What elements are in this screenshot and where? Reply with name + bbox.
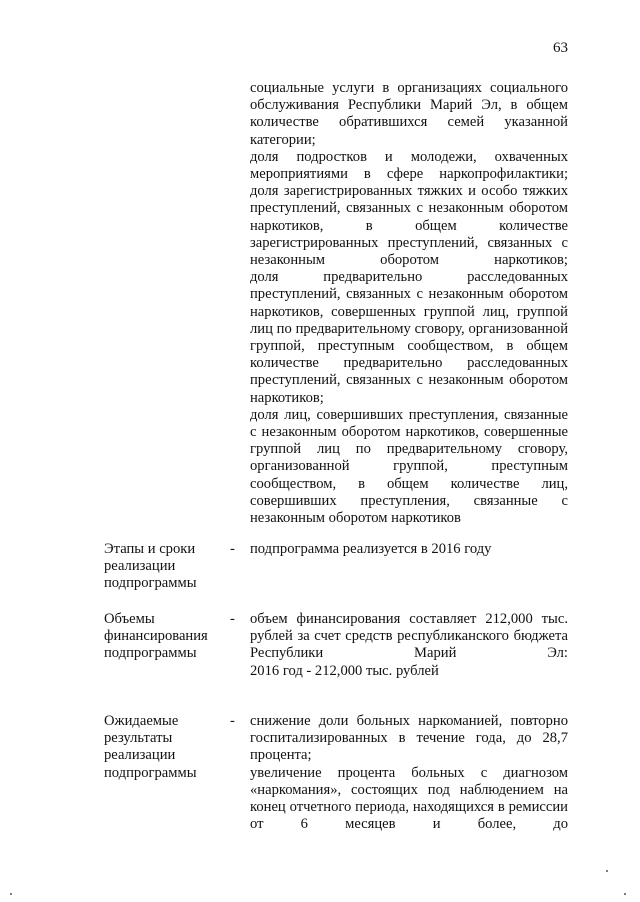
row-label: Объемы финансирования подпрограммы xyxy=(104,611,208,662)
paragraph: снижение доли больных наркоманией, повторно госпитализированных в течение года, до 28,7 процента; xyxy=(250,713,568,764)
paragraph: подпрограмма реализуется в 2016 году xyxy=(250,541,492,557)
row-content xyxy=(250,611,568,680)
scan-mark xyxy=(10,893,12,895)
scan-mark xyxy=(606,870,608,872)
paragraph: доля предварительно расследованных преступлений, связанных с незаконным оборотом наркотиков, совершенных группой лиц, группой лиц по предварительному сговору, организованной группой, преступным сообществом, в общем количестве предварительно расследованных преступлений, связанных с незаконным оборотом наркотиков; xyxy=(250,269,568,406)
paragraph: увеличение процента больных с диагнозом «наркомания», состоящих под наблюдением на конец отчетного периода, находящихся в ремиссии от 6 месяцев и более, до xyxy=(250,764,568,833)
indicators-continuation xyxy=(250,80,568,527)
paragraph: доля зарегистрированных тяжких и особо тяжких преступлений, связанных с незаконным оборотом наркотиков, в общем количестве зарегистрированных преступлений, связанных с незаконным оборотом наркотиков; xyxy=(250,183,568,269)
row-label: Этапы и сроки реализации подпрограммы xyxy=(104,541,197,592)
dash: - xyxy=(230,541,235,557)
paragraph: социальные услуги в организациях социального обслуживания Республики Марий Эл, в общем количестве обратившихся семей указанной категории; xyxy=(250,80,568,148)
row-content xyxy=(250,713,568,833)
row-content xyxy=(250,541,568,558)
dash: - xyxy=(230,611,235,627)
paragraph: доля подростков и молодежи, охваченных мероприятиями в сфере наркопрофилактики; xyxy=(250,148,568,183)
dash: - xyxy=(230,713,235,729)
paragraph: объем финансирования составляет 212,000 тыс. рублей за счет средств республиканского бюджета Республики Марий Эл: xyxy=(250,611,568,662)
paragraph: доля лиц, совершивших преступления, связанные с незаконным оборотом наркотиков, совершенные группой лиц по предварительному сговору, организованной группой, преступным сообществом, в общем количестве лиц, совершивших преступления, связанные с незаконным оборотом наркотиков xyxy=(250,406,568,527)
paragraph: 2016 год - 212,000 тыс. рублей xyxy=(250,662,439,679)
page-number: 63 xyxy=(553,40,568,56)
row-label: Ожидаемые результаты реализации подпрограммы xyxy=(104,713,197,781)
scan-mark xyxy=(624,893,626,895)
